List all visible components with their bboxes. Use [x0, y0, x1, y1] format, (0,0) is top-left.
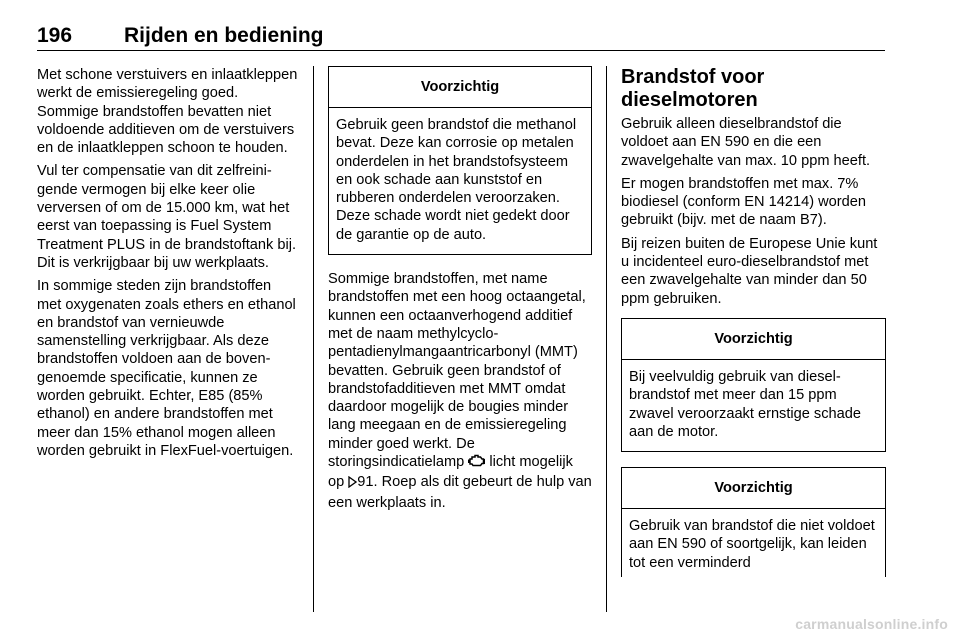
page-reference[interactable]: 91 [357, 474, 374, 491]
paragraph-mmt-end: . Roep als dit gebeurt de hulp van een werkplaats in. [328, 474, 592, 511]
caution-text: Gebruik geen brandstof die methanol bevat. Deze kan corrosie op metalen onderdelen in het brandstofsysteem en ook schade aan kunststof en rubberen onderdelen veroorzaken. Deze schade wordt niet gedekt door de garantie op de auto. [336, 117, 577, 243]
paragraph: Bij reizen buiten de Europese Unie kunt u incidenteel euro-dieselbrandstof met een zwavelgehalte van minder dan 50 ppm gebruiken. [621, 235, 878, 307]
watermark: carmanualsonline.info [795, 616, 948, 632]
section-title: Rijden en bediening [124, 24, 324, 47]
column-1 [37, 66, 299, 465]
heading-diesel: Brandstof voor dieselmotoren [621, 66, 765, 111]
column-2 [328, 66, 592, 517]
paragraph: Met schone verstuivers en inlaatkleppen werkt de emissieregeling goed. Sommige brandstoffen bevatten niet voldoende additieven om de verstuivers en de inlaatkleppen schoon te houden. [37, 67, 298, 157]
paragraph: Er mogen brandstoffen met max. 7% biodiesel (conform EN 14214) worden gebruikt (bijv. met de naam B7). [621, 175, 866, 229]
page-number: 196 [37, 24, 73, 47]
column-divider-1 [313, 66, 314, 612]
paragraph-mmt-mid: licht mogelijk op [328, 454, 573, 491]
paragraph: Gebruik alleen dieselbrandstof die voldoet aan EN 590 en die een zwavelgehalte van max. 10 ppm heeft. [621, 116, 871, 169]
caution-text: Gebruik van brandstof die niet voldoet aan EN 590 of soortgelijk, kan leiden tot een verminderd [629, 518, 875, 571]
caution-text: Bij veelvuldig gebruik van dieselbrandstof met meer dan 15 ppm zwavel veroorzaakt ernstige schade aan de motor. [629, 368, 861, 440]
page-header [37, 22, 885, 52]
caution-title: Voorzichtig [329, 67, 591, 108]
paragraph-mmt [328, 270, 592, 512]
engine-warning-lamp-icon [468, 454, 485, 473]
caution-box [328, 66, 592, 255]
caution-title: Voorzichtig [622, 319, 885, 360]
page-reference-icon [348, 475, 357, 493]
caution-title: Voorzichtig [622, 468, 885, 509]
column-divider-2 [606, 66, 607, 612]
caution-box [621, 318, 886, 452]
header-rule [37, 50, 885, 51]
caution-box [621, 467, 886, 577]
paragraph: Vul ter compensatie van dit zelfreinigende vermogen bij elke keer olie verversen of om de 15.000 km, wat het eerst van toepassing is Fuel System Treatment PLUS in de brandstoftank bij. Dit is verkrijgbaar bij uw werkplaats. [37, 163, 297, 271]
paragraph: In sommige steden zijn brandstoffen met oxygenaten zoals ethers en ethanol en brandstof van vernieuwde samenstelling verkrijgbaar. Als deze brandstoffen voldoen aan de bovengenoemde specificatie, kunnen ze worden gebruikt. Echter, E85 (85% ethanol) en andere brandstoffen met meer dan 15% ethanol mogen alleen worden gebruikt in FlexFuel-voertuigen. [37, 278, 296, 459]
paragraph-mmt-text: Sommige brandstoffen, met name brandstoffen met een hoog octaangetal, kunnen een octaanverhogend additief met de naam methylcyclopentadienylmangaantricarbonyl (MMT) bevatten. Gebruik geen brandstof of brandstofadditieven met MMT omdat daardoor mogelijk de bougies minder lang meegaan en de emissieregeling minder goed werkt. De storingsindicatielamp [328, 271, 586, 471]
column-3 [621, 66, 886, 577]
